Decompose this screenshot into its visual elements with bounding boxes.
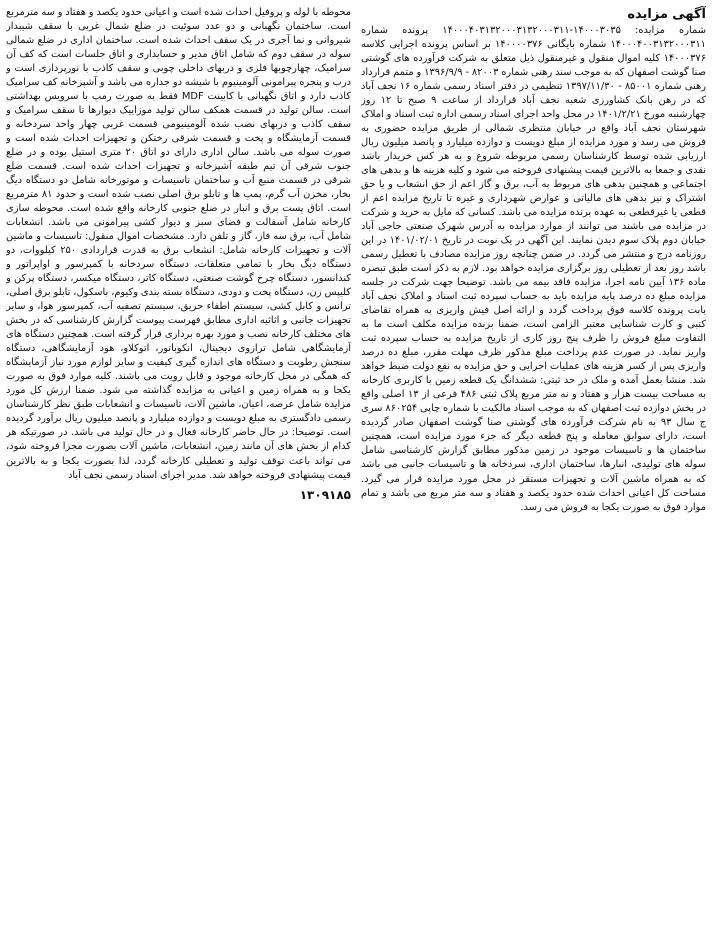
notice-body-right: شماره مزایده: ۱۴۰۰۰۳۰۳۵-۱۴۰۰۰۴۰۳۱۳۲۰۰۰۳۱۳۲۰۰۰۳۱۱ پرونده شماره ۱۴۰۰۰۴۰۰۳۱۳۲۰۰۰۳۱۱ شماره بایگانی ۱۴۰۰۰۰۳۷۶ بر اساس پرونده اجرایی کلاسه ۱۴۰۰۰۳۷۶ کلیه اموال منقول و غیرمنقول ذیل متعلق به شرکت فرآورده های گوشتی صنا گوشت اصفهان که به موجب سند رهنی شماره ۸۲۰۰۳ - ۱۳۹۶/۹/۹ و متمم قرارداد رهنی شماره ۸۵۰۰۱ - ۱۳۹۷/۱۱/۳۰ تنظیمی در دفتر اسناد رسمی شماره ۱۶ نجف آباد که در رهن بانک کشاورزی شعبه نجف آباد قرارداد از ساعت ۹ صبح تا ۱۲ روز چهارشنبه مورخ ۱۴۰۱/۲/۲۱ در محل واحد اجرای اسناد رسمی اداره ثبت اسناد و املاک شهرستان نجف آباد واقع در خیابان منتظری شمالی از طریق مزایده حضوری به فروش می رسد و مورد مزایده از مبلغ دویست و دوازده میلیارد و پانصد میلیون ریال ارزیابی شده توسط کارشناسان رسمی مربوطه شروع و به هر کس خریدار باشد نقدی و جمعا به بالاترین قیمت پیشنهادی فروخته می شود و کلیه هزینه ها و بدهی های اجتماعی و همچنین بدهی های مربوط به آب، برق و گاز اعم از حق انشعاب و یا حق اشتراک و نیز بدهی های مالیاتی و عوارض شهرداری و غیره تا تاریخ مزایده اعم از قطعی یا غیرقطعی به عهده برنده مزایده می باشد. کسانی که مایل به خرید و شرکت در مزایده می باشند می توانند از موارد مزایده به آدرس شهرک صنعتی حاجی آباد خیابان دوم پلاک سوم دیدن نمایند. این آگهی در یک نوبت در تاریخ ۱۴۰۱/۰۲/۰۱ در این روزنامه درج و منتشر می گردد. در ضمن چنانچه روز مزایده مصادف با تعطیل رسمی باشد روز بعد از تعطیلی روز برگزاری مزایده خواهد بود. لازم به ذکر است طبق تبصره ماده ۱۳۶ آیین نامه اجرا، مزایده فاقد بیمه می باشد. توضیحا جهت شرکت در جلسه مزایده مبلغ ده درصد پایه مزایده باید به حساب سپرده ثبت اسناد و املاک نجف آباد بابت پرونده کلاسه فوق پرداخت گردد و ارائه اصل فیش واریزی به همراه تقاضای کتبی و کارت شناسایی معتبر الزامی است، ضمنا برنده مزایده مکلف است ما به التفاوت مبلغ فروش را ظرف پنج روز کاری از تاریخ مزایده به حساب سپرده ثبت واریز نماید. در صورت عدم پرداخت مبلغ مذکور ظرف مهلت مقرر، مبلغ ده درصد واریزی پس از کسر هزینه های عملیات اجرایی و حق مزایده به نفع دولت ضبط خواهد شد. منشا بعمل آمده و ملک در حد ثبتی: ششدانگ یک قطعه زمین با کاربری کارخانه به مساحت بیست هزار و هفتاد و نه متر مربع پلاک ثبتی ۴۸۶ فرعی از ۱۳ اصلی واقع در بخش دوازده ثبت اصفهان که به موجب اسناد مالکیت با شماره چاپی ۸۶۰۲۵۴ سری ج سال ۹۳ به نام شرکت فرآورده های گوشتی صنا گوشت اصفهان صادر گردیده است، دارای سوابق معامله و پنج قطعه دیگر که جزء مورد مزایده است، همچنین ساختمان ها و تاسیسات موجود در زمین مذکور مطابق گزارش کارشناسی شامل سوله های تولیدی، انبارها، ساختمان اداری، سردخانه ها و تاسیسات جانبی می باشد که به همراه ماشین آلات و تجهیزات مستقر در محل مورد مزایده قرار می گیرد. مساحت کل اعیانی احداث شده حدود یکصد و هفتاد و سه متر مربع می باشد و تمام موارد فوق به صورت یکجا به فروش می رسد. bbox=[361, 25, 706, 513]
notice-column-left bbox=[6, 6, 351, 945]
notice-title: آگهی مزایده bbox=[627, 7, 706, 22]
notice-page bbox=[6, 6, 706, 945]
notice-code: ۱۳۰۹۱۸۵ bbox=[299, 487, 351, 502]
notice-body-left: محوطه با لوله و پروفیل احداث شده است و اعیانی حدود یکصد و هفتاد و سه مترمربع است. ساختمان نگهبانی و دو عدد سوئیت در ضلع شمال غربی با سقف شیبدار شیروانی و نما آجری در یک سقف احداث شده است. ساختمان اداری در ضلع شمالی سوله در سقف دوم که شامل اتاق مدیر و حسابداری و اتاق جلسات است که کف آن سرامیک، چهارچوبها فلزی و دربهای داخلی چوبی و سقف کاذب با نورپردازی است و درب و پنجره پیرامونی آلومینیوم با شیشه دو جداره می باشد و آشپزخانه کف سرامیک کاذب دارد و اتاق نگهبانی با کابینت MDF فقط به صورت رمپ با سرویس بهداشتی است. سالن تولید در قسمت همکف سالن تولید موزاییک دیوارها تا سقف سرامیک و سقف کاذب و دربهای نصب شده آلومینیومی قسمت غربی چهار واحد سردخانه و قسمت آزمایشگاه و پخت و قسمت شرقی رختکن و تجهیزات احداث شده است و صورت سوله می باشد. سالن اداری دارای دو اتاق ۲۰ متری استیل بوده و در ضلع جنوب شرقی آن تیم طبقه آشپزخانه و تجهیزات احداث شده است. قسمت ضلع شرقی در قسمت منبع آب و ساختمان تاسیسات و موتورخانه شامل دو دستگاه دیگ بخار، مخزن آب گرم، پمپ ها و تابلو برق اصلی نصب شده است و حدود ۸۱ مترمربع است. اتاق پست برق و انبار در ضلع جنوبی کارخانه واقع شده است. محوطه سازی کارخانه شامل آسفالت و فضای سبز و دیوار کشی پیرامونی می باشد. انشعابات شامل آب، برق سه فاز، گاز و تلفن دارد. مشخصات اموال منقول: تاسیسات و ماشین آلات و تجهیزات کارخانه شامل: انشعاب برق به قدرت قراردادی ۲۵۰ کیلووات، دو دستگاه دیگ بخار با تمامی متعلقات، دستگاه سردخانه با کمپرسور و اواپراتور و کندانسور، دستگاه چرخ گوشت صنعتی، دستگاه کاتر، دستگاه میکسر، دستگاه پرکن و کلیپس زن، دستگاه پخت و دودی، دستگاه بسته بندی وکیوم، باسکول، تابلو برق اصلی، ترانس و کابل کشی، سیستم اطفاء حریق، سیستم تصفیه آب، کمپرسور هوا، و سایر تجهیزات جانبی و اثاثیه اداری مطابق فهرست پیوست گزارش کارشناسی که در بخش های مختلف کارخانه نصب و مورد بهره برداری قرار گرفته است. همچنین دستگاه های آزمایشگاهی شامل ترازوی دیجیتال، انکوباتور، اتوکلاو، هود آزمایشگاهی، دستگاه سنجش رطوبت و دستگاه های اندازه گیری کیفیت و سایر لوازم مورد نیاز آزمایشگاه که همگی در محل کارخانه موجود و قابل رویت می باشند. کلیه موارد فوق به صورت یکجا و به همراه زمین و اعیانی به مزایده گذاشته می شود. ضمنا ارزش کل مورد مزایده شامل عرصه، اعیان، ماشین آلات، تاسیسات و انشعابات طبق نظر کارشناسان رسمی دادگستری به مبلغ دویست و دوازده میلیارد و پانصد میلیون ریال برآورد گردیده است. توضیحا: در حال حاضر کارخانه فعال و در حال تولید می باشد. در صورتیکه هر کدام از بخش های آن مانند زمین، انشعابات، ماشین آلات بصورت مجزا فروخته شود، می تواند باعث توقف تولید و تعطیلی کارخانه گردد، لذا بصورت یکجا و به بالاترین قیمت پیشنهادی فروخته خواهد شد. مدیر اجرای اسناد رسمی نجف آباد bbox=[6, 7, 351, 481]
notice-column-right bbox=[361, 6, 706, 945]
